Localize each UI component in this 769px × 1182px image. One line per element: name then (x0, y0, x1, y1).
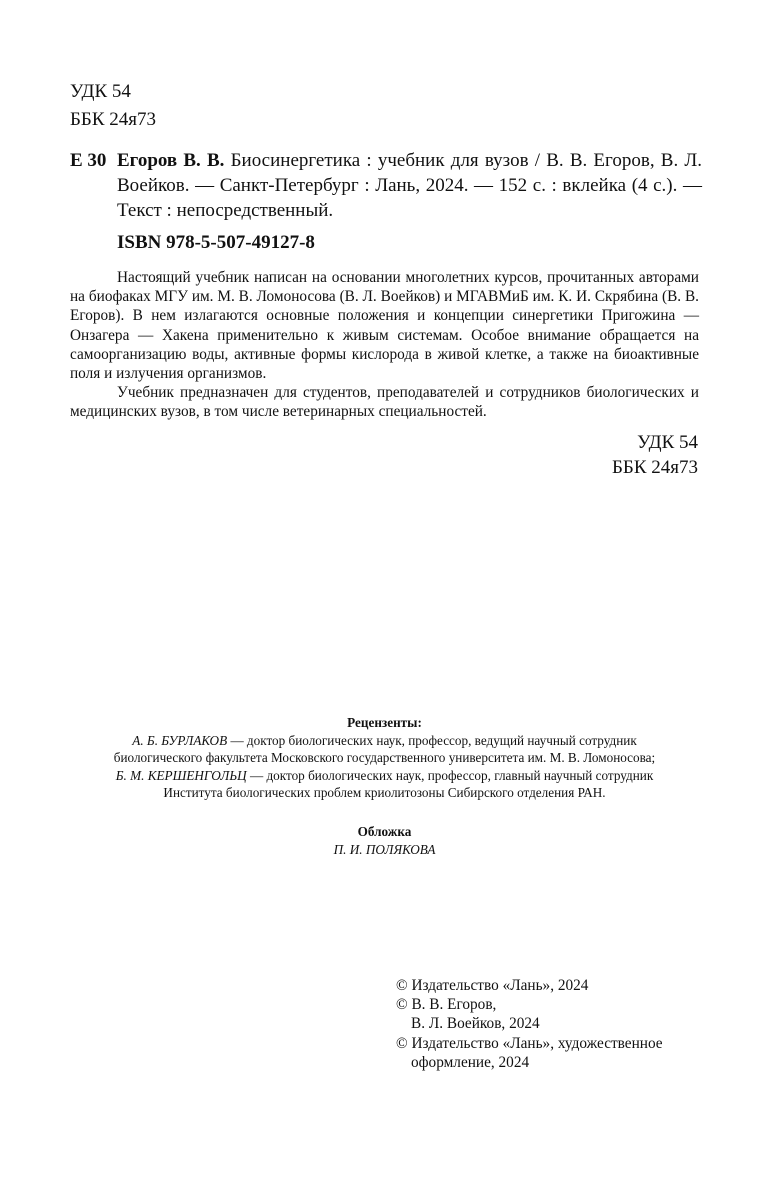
annotation (70, 268, 699, 422)
copyright-block (396, 976, 663, 1072)
author-mark: Е 30 (70, 150, 107, 171)
udk-block-top (70, 78, 156, 134)
cover-artist (40, 841, 729, 859)
reviewer-2-name: Б. М. КЕРШЕНГОЛЬЦ (115, 767, 247, 783)
copyright-line-3: © Издательство «Лань», художественное (396, 1034, 663, 1052)
copyright-line-2: © В. В. Егоров, (396, 996, 497, 1014)
reviewer-1-title: — доктор биологических наук, профессор, ведущий научный сотрудник (227, 732, 637, 748)
copyright-line-1: © Издательство «Лань», 2024 (396, 977, 589, 994)
isbn: ISBN 978-5-507-49127-8 (117, 232, 315, 253)
udk-code: УДК 54 (70, 81, 131, 102)
reviewers-heading: Рецензенты: (347, 715, 422, 730)
reviewer-1-name: А. Б. БУРЛАКОВ (132, 732, 228, 748)
copyright-line-2-cont: В. Л. Воейков, 2024 (411, 1015, 540, 1033)
reviewer-2-affiliation: Института биологических проблем криолитозоны Сибирского отделения РАН. (163, 785, 606, 801)
reviewer-2-title: — доктор биологических наук, профессор, главный научный сотрудник (246, 767, 654, 783)
bbk-code-bottom: ББК 24я73 (612, 457, 698, 478)
cover-artist-name: П. И. ПОЛЯКОВА (333, 841, 436, 857)
reviewer-2 (40, 767, 729, 785)
reviewers-block (40, 714, 729, 802)
cover-credit (40, 823, 729, 858)
udk-block-bottom (560, 430, 698, 480)
reviewer-1 (40, 732, 729, 750)
cover-heading: Обложка (357, 824, 412, 839)
annotation-paragraph-2: Учебник предназначен для студентов, преподавателей и сотрудников биологических и медицинских вузов, в том числе ветеринарных специальностей. (70, 384, 699, 421)
author-name: Егоров В. В. (117, 150, 225, 171)
bibliographic-description (117, 148, 702, 223)
reviewer-1-affiliation: биологического факультета Московского государственного университета им. М. В. Ломоносова; (113, 750, 656, 766)
bbk-code: ББК 24я73 (70, 109, 156, 130)
udk-code-bottom: УДК 54 (637, 432, 698, 453)
description-text: Биосинергетика : учебник для вузов / В. В. Егоров, В. Л. Воейков. — Санкт-Петербург : Лань, 2024. — 152 с. : вклейка (4 с.). — Текст : непосредственный. (117, 150, 703, 221)
annotation-paragraph-1: Настоящий учебник написан на основании многолетних курсов, прочитанных авторами на биофаках МГУ им. М. В. Ломоносова (В. Л. Воейков) и МГАВМиБ им. К. И. Скрябина (В. В. Егоров). В нем излагаются основные положения и концепции синергетики Пригожина — Онзагера — Хакена применительно к живым системам. Особое внимание обращается на самоорганизацию воды, активные формы кислорода в живой клетке, а также на биоактивные поля и излучения организмов. (70, 269, 699, 383)
copyright-line-3-cont: оформление, 2024 (411, 1053, 530, 1071)
bibliographic-entry (70, 148, 702, 223)
